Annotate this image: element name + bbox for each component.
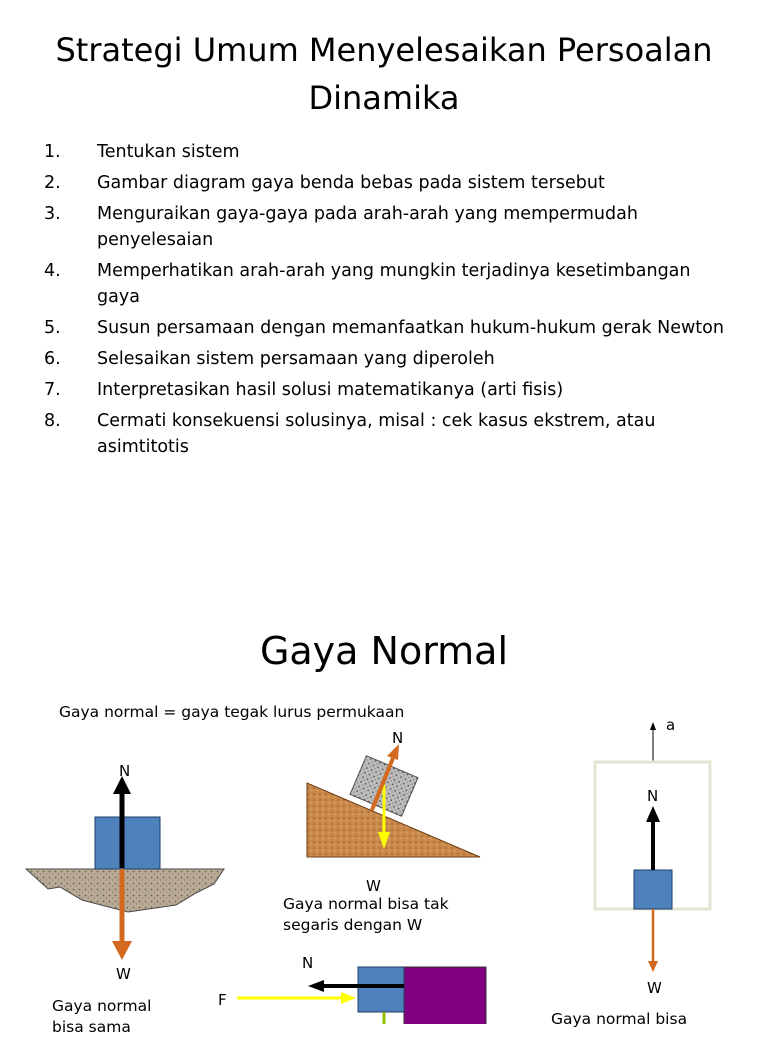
step-number: 3. xyxy=(44,204,61,224)
step-number: 6. xyxy=(44,349,61,369)
normal-arrowhead xyxy=(308,980,324,992)
force-arrowhead xyxy=(341,992,356,1004)
step-number: 1. xyxy=(44,142,61,162)
elevator-diagram xyxy=(595,722,710,972)
incline-diagram xyxy=(307,744,480,857)
step-number: 5. xyxy=(44,318,61,338)
flat-surface-diagram xyxy=(26,776,224,960)
push-block xyxy=(404,967,486,1024)
label-N-push: N xyxy=(302,954,314,972)
label-W-incline: W xyxy=(366,877,381,895)
step-text: Gambar diagram gaya benda bebas pada sistem tersebut xyxy=(97,173,605,193)
slide2-title: Gaya Normal xyxy=(259,629,509,673)
label-F: F xyxy=(218,991,227,1009)
step-text: Menguraikan gaya-gaya pada arah-arah yang mempermudah penyelesaian xyxy=(97,204,638,250)
label-N-elevator: N xyxy=(647,787,659,805)
step-number: 4. xyxy=(44,261,61,281)
slide1-title: Strategi Umum Menyelesaikan Persoalan Dinamika xyxy=(55,31,713,117)
normal-arrowhead xyxy=(646,806,660,822)
block xyxy=(358,967,404,1012)
push-diagram xyxy=(237,967,486,1024)
block xyxy=(95,817,160,869)
caption-incline: Gaya normal bisa tak segaris dengan W xyxy=(283,895,449,934)
step-text: Tentukan sistem xyxy=(97,142,240,162)
step-text: Susun persamaan dengan memanfaatkan hukum-hukum gerak Newton xyxy=(97,318,724,338)
step-number: 2. xyxy=(44,173,61,193)
label-N-flat: N xyxy=(119,762,131,780)
step-text: Memperhatikan arah-arah yang mungkin terjadinya kesetimbangan gaya xyxy=(97,261,691,307)
acceleration-arrowhead xyxy=(650,722,656,730)
label-a: a xyxy=(666,716,676,734)
step-text: Interpretasikan hasil solusi matematikanya (arti fisis) xyxy=(97,380,564,400)
block xyxy=(634,870,672,909)
caption-elevator: Gaya normal bisa xyxy=(551,1010,688,1028)
step-text: Selesaikan sistem persamaan yang diperoleh xyxy=(97,349,495,369)
step-number: 7. xyxy=(44,380,61,400)
step-text: Cermati konsekuensi solusinya, misal : cek kasus ekstrem, atau asimtitotis xyxy=(97,411,656,457)
label-W-flat: W xyxy=(116,965,131,983)
step-number: 8. xyxy=(44,411,61,431)
label-W-elevator: W xyxy=(647,979,662,997)
label-N-incline: N xyxy=(392,729,404,747)
weight-arrowhead xyxy=(648,961,658,972)
caption-flat: Gaya normal bisa sama xyxy=(52,997,152,1036)
ground-surface xyxy=(26,869,224,912)
normal-force-definition: Gaya normal = gaya tegak lurus permukaan xyxy=(59,703,405,721)
weight-arrowhead xyxy=(112,941,132,960)
